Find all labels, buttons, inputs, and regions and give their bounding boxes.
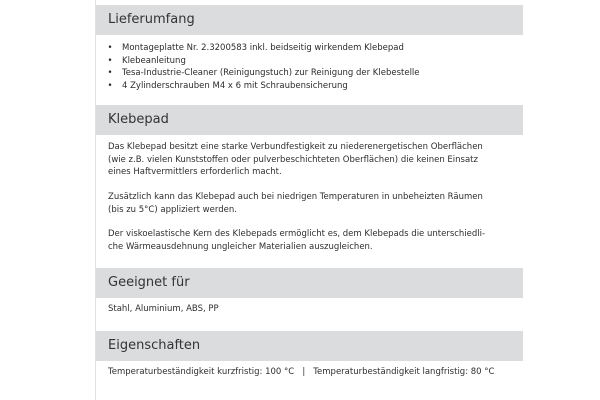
list-item-text: 4 Zylinderschrauben M4 x 6 mit Schraubensicherung [122,80,348,91]
suitable-materials-text: Stahl, Aluminium, ABS, PP [108,304,219,314]
list-item-text: Klebeanleitung [122,55,186,66]
klebepad-paragraph-line: (wie z.B. vielen Kunststoffen oder pulverbeschichteten Oberflächen) die keinen Einsatz [108,154,478,165]
klebepad-paragraph-line: Das Klebepad besitzt eine starke Verbundfestigkeit zu niederenergetischen Oberflächen [108,142,483,152]
bullet-icon: • [107,55,113,66]
section-title-geeignet: Geeignet für [108,275,190,290]
list-item-text: Montageplatte Nr. 2.3200583 inkl. beidseitig wirkendem Klebepad [122,43,404,53]
klebepad-paragraph-line: Zusätzlich kann das Klebepad auch bei niedrigen Temperaturen in unbeheizten Räumen [108,192,483,202]
section-header-eigenschaften [96,331,523,361]
properties-text: Temperaturbeständigkeit kurzfristig: 100 °C | Temperaturbeständigkeit langfristig: 80 °C [108,367,495,377]
bullet-icon: • [107,80,113,91]
klebepad-paragraph-line: eines Haftvermittlers erforderlich macht. [108,167,282,177]
section-title-eigenschaften: Eigenschaften [108,338,201,353]
bullet-icon: • [107,68,113,78]
bullet-icon: • [107,43,113,53]
section-title-klebepad: Klebepad [108,112,169,127]
section-header-klebepad [96,105,523,135]
klebepad-paragraph-line: (bis zu 5°C) appliziert werden. [108,204,237,215]
section-header-geeignet [96,268,523,298]
section-header-lieferumfang [96,5,523,35]
klebepad-paragraph-line: Der viskoelastische Kern des Klebepads ermöglicht es, dem Klebepads die unterschiedli- [108,229,486,239]
klebepad-paragraph-line: che Wärmeausdehnung ungleicher Materialien auszugleichen. [108,241,373,252]
product-info-panel [95,0,523,400]
section-title-lieferumfang: Lieferumfang [108,12,195,27]
list-item-text: Tesa-Industrie-Cleaner (Reinigungstuch) zur Reinigung der Klebestelle [122,68,420,78]
